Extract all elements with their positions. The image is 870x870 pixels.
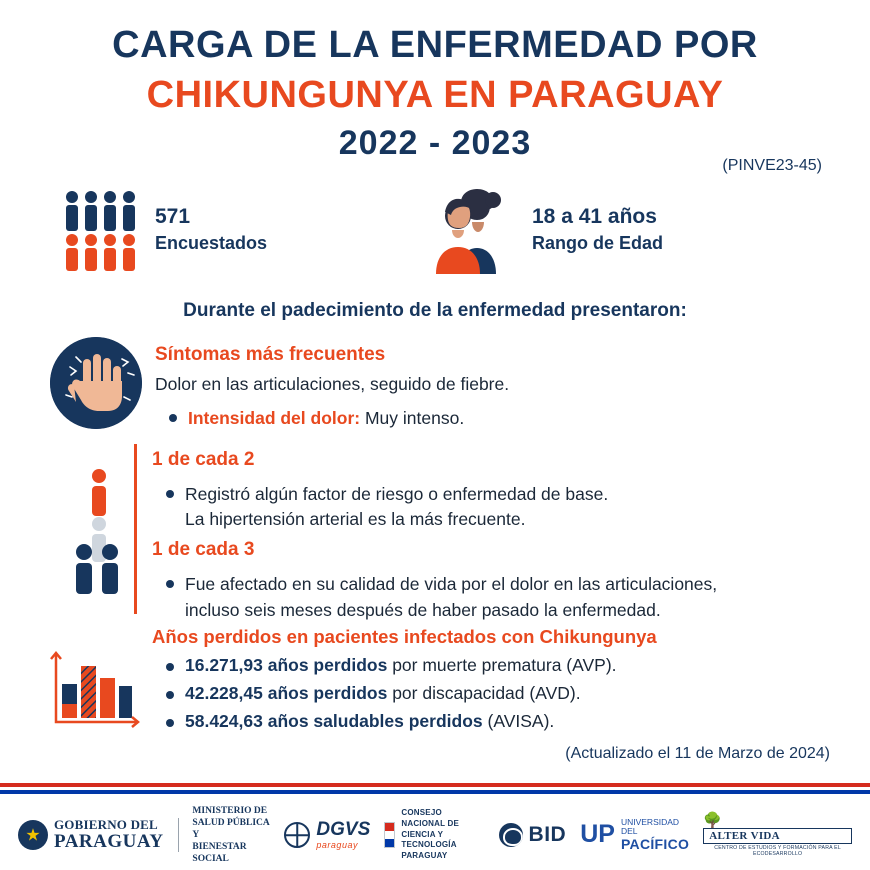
stripe-blue — [0, 790, 870, 794]
bullet-dot-icon — [166, 580, 174, 588]
risk-bullet-2-line2: incluso seis meses después de haber pasado la enfermedad. — [185, 599, 661, 620]
years-lost-list — [152, 655, 852, 732]
gobierno-line1: GOBIERNO DEL — [54, 817, 158, 833]
risk-heading-1: 1 de cada 2 — [152, 449, 255, 470]
altervida-logo — [703, 813, 852, 857]
years-item-2-value: 42.228,45 años perdidos — [185, 683, 388, 703]
dgvs-logo — [284, 820, 370, 850]
altervida-tagline: CENTRO DE ESTUDIOS Y FORMACIÓN PARA EL ECODESARROLLO — [714, 845, 841, 857]
page-title-years: 2022 - 2023 — [338, 123, 532, 162]
ministerio-line3: BIENESTAR SOCIAL — [192, 842, 247, 865]
symptoms-bullet — [155, 406, 835, 431]
up-line1: UNIVERSIDAD DEL — [620, 816, 680, 837]
stat-rango-edad — [532, 203, 663, 256]
conacyt-line3: TECNOLOGÍA — [401, 840, 457, 850]
list-item — [152, 683, 852, 704]
altervida-line2: VIDA — [750, 830, 780, 842]
paraguay-flag-icon — [384, 822, 395, 848]
stat-rango-edad-number: 18 a 41 años — [532, 205, 657, 228]
gobierno-line2: PARAGUAY — [54, 830, 164, 852]
altervida-line1: ALTER — [709, 830, 748, 842]
title-block — [0, 0, 870, 163]
globe-icon — [284, 822, 310, 848]
person-figures-icon — [72, 468, 126, 601]
tree-icon: 🌳 — [703, 812, 722, 829]
risk-bullet-1-line2: La hipertensión arterial es la más frecuente. — [185, 509, 526, 530]
page-title-line2: CHIKUNGUNYA EN PARAGUAY — [146, 73, 724, 116]
bid-logo — [499, 823, 567, 847]
footer-logos — [0, 800, 870, 870]
years-lost-heading: Años perdidos en pacientes infectados con Chikungunya — [152, 626, 657, 647]
years-lost-block — [152, 626, 852, 732]
risk-bullet-2-line1: Fue afectado en su calidad de vida por el dolor en las articulaciones, — [185, 574, 718, 595]
bid-text: BID — [528, 823, 567, 846]
list-item — [152, 655, 852, 676]
years-item-1-rest: por muerte prematura (AVP). — [392, 655, 617, 675]
stat-encuestados-label: Encuestados — [155, 233, 268, 254]
conacyt-logo — [384, 808, 484, 862]
universidad-del-pacifico-logo — [580, 818, 689, 853]
stat-encuestados-number: 571 — [155, 205, 191, 228]
ministerio-line1: MINISTERIO DE — [192, 805, 268, 816]
risk-heading-2: 1 de cada 3 — [152, 539, 255, 561]
bullet-dot-icon — [166, 719, 174, 727]
years-item-2-rest: por discapacidad (AVD). — [392, 683, 581, 703]
conacyt-line2: CIENCIA Y — [401, 829, 444, 839]
project-code: (PINVE23-45) — [722, 157, 822, 174]
pain-intensity-label: Intensidad del dolor: — [188, 408, 361, 429]
conacyt-line4: PARAGUAY — [401, 851, 448, 861]
conacyt-line1: CONSEJO NACIONAL DE — [401, 808, 459, 828]
risk-divider — [134, 444, 137, 614]
stat-encuestados — [155, 203, 267, 256]
paraguay-seal-icon — [18, 820, 48, 850]
up-monogram: UP — [580, 820, 615, 849]
hand-pain-icon — [50, 337, 142, 429]
bullet-dot-icon — [166, 691, 174, 699]
people-group-icon — [62, 188, 146, 277]
pain-intensity-value: Muy intenso. — [364, 408, 465, 429]
bar-chart-icon — [48, 646, 140, 737]
logo-divider — [178, 818, 179, 852]
risk-block — [152, 448, 852, 629]
stats-row — [0, 186, 870, 282]
stat-rango-edad-label: Rango de Edad — [532, 233, 664, 254]
flag-stripes — [0, 783, 870, 794]
section-heading: Durante el padecimiento de la enfermedad presentaron: — [183, 300, 687, 321]
two-women-icon — [432, 186, 518, 279]
bullet-dot-icon — [169, 414, 177, 422]
bullet-dot-icon — [166, 663, 174, 671]
years-item-3-value: 58.424,63 años saludables perdidos — [185, 711, 483, 731]
years-item-1-value: 16.271,93 años perdidos — [185, 655, 388, 675]
symptoms-heading: Síntomas más frecuentes — [155, 344, 386, 365]
updated-date: (Actualizado el 11 de Marzo de 2024) — [565, 745, 830, 762]
ministerio-line2: SALUD PÚBLICA Y — [192, 817, 270, 840]
dgvs-name: DGVS — [316, 819, 371, 840]
up-line2: PACÍFICO — [620, 836, 690, 853]
risk-group-2 — [152, 538, 852, 622]
page-title-line1: CARGA DE LA ENFERMEDAD POR — [112, 24, 758, 66]
gobierno-paraguay-logo — [18, 818, 164, 852]
bullet-dot-icon — [166, 490, 174, 498]
bid-globe-icon — [499, 823, 523, 847]
years-item-3-rest: (AVISA). — [487, 711, 555, 731]
risk-bullet-1-line1: Registró algún factor de riesgo o enfermedad de base. — [185, 483, 609, 504]
symptoms-text: Dolor en las articulaciones, seguido de fiebre. — [155, 373, 510, 394]
risk-bullet-2 — [152, 572, 852, 623]
symptoms-block — [155, 343, 835, 431]
list-item — [152, 711, 852, 732]
risk-bullet-1 — [152, 482, 852, 533]
ministerio-salud-logo — [192, 805, 270, 866]
risk-group-1 — [152, 448, 852, 532]
dgvs-sub: paraguay — [316, 840, 358, 850]
